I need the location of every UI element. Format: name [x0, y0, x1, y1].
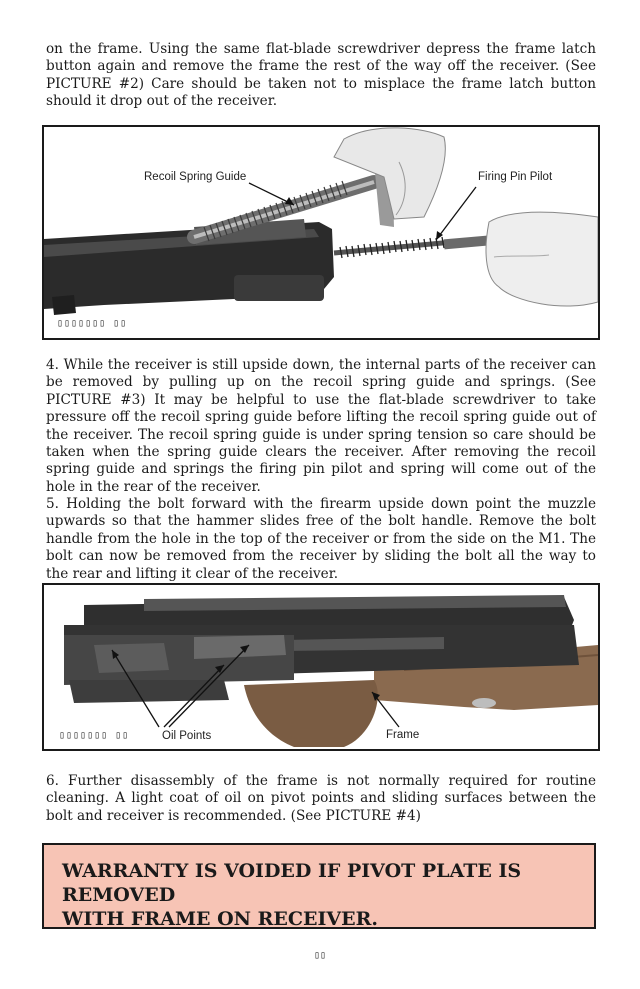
warranty-warning-text: WARRANTY IS VOIDED IF PIVOT PLATE IS REMOVED WITH FRAME ON RECEIVER. — [62, 860, 522, 930]
step-6-paragraph: 6. Further disassembly of the frame is not normally required for routine cleaning. A light coat of oil on pivot points and sliding surfaces between the bolt and receiver is recommended. (See PICTURE #4) — [46, 773, 596, 824]
page-number: ▯▯ — [313, 950, 327, 961]
bolt-frame-photo-illustration — [44, 585, 598, 749]
frame-label: Frame — [386, 729, 420, 741]
step-5-paragraph: 5. Holding the bolt forward with the firearm upside down point the muzzle upwards so that the hammer slides free of the bolt handle. Remove the bolt handle from the hole in the top of the receiver or from the side on the M1. The bolt can now be removed from the receiver by sliding the bolt all the way to the rear and lifting it clear of the receiver. — [46, 496, 596, 582]
picture-3-photo — [42, 125, 600, 340]
firing-pin-pilot-label: Firing Pin Pilot — [478, 171, 553, 183]
step-4-paragraph: 4. While the receiver is still upside down, the internal parts of the receiver can be removed by pulling up on the recoil spring guide and springs. (See PICTURE #3) It may be helpful to use the flat-blade screwdriver to take pressure off the recoil spring guide before lifting the recoil spring guide out of the receiver. The recoil spring guide is under spring tension so care should be taken when the spring guide clears the receiver. After removing the recoil spring guide and springs the firing pin pilot and spring will come out of the hole in the rear of the receiver. — [46, 357, 596, 495]
warranty-warning-box — [42, 843, 596, 929]
oil-points-label: Oil Points — [162, 730, 212, 742]
picture-4-caption: ▯▯▯▯▯▯▯ ▯▯ — [59, 730, 130, 741]
intro-paragraph: on the frame. Using the same flat-blade screwdriver depress the frame latch button again and remove the frame the rest of the way off the receiver. (See PICTURE #2) Care should be taken not to misplace the frame latch button should it drop out of the receiver. — [46, 41, 596, 110]
picture-4-photo — [42, 583, 600, 751]
recoil-spring-guide-label: Recoil Spring Guide — [144, 171, 247, 183]
receiver-photo-illustration — [44, 127, 598, 338]
picture-3-caption: ▯▯▯▯▯▯▯ ▯▯ — [57, 318, 128, 329]
